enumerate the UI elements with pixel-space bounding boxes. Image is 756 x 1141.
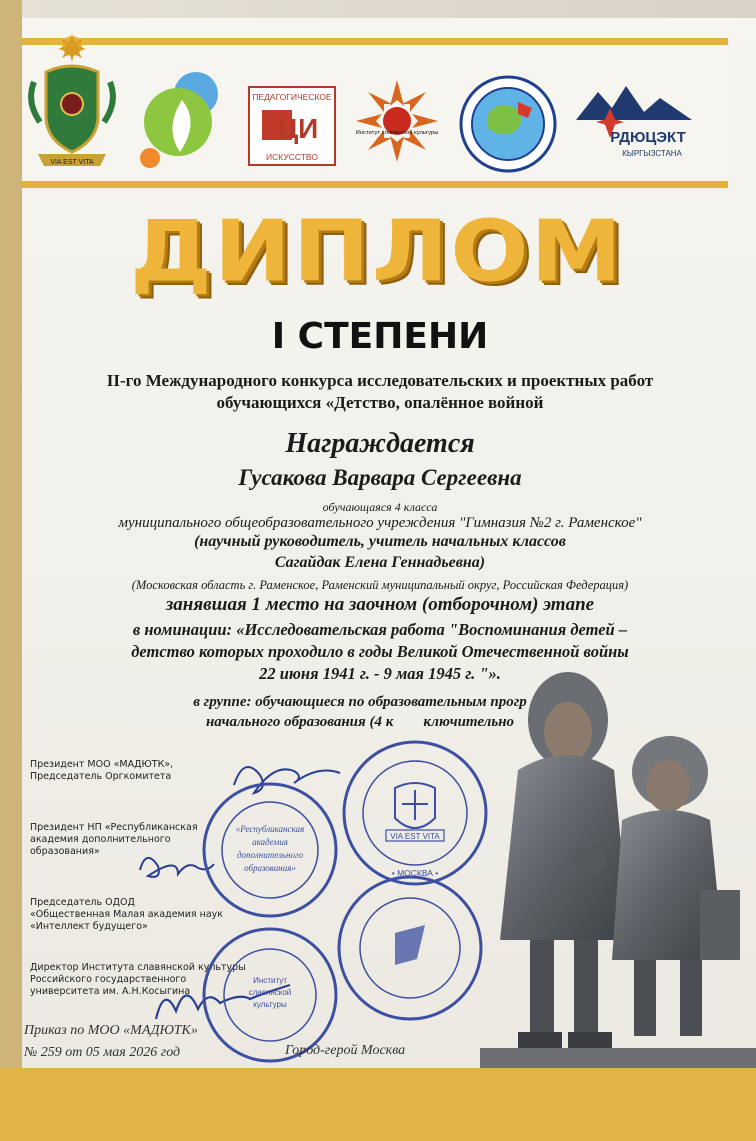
recipient-school: муниципального общеобразовательного учреждения "Гимназия №2 г. Раменское": [118, 515, 642, 531]
children-statue-image: [470, 660, 756, 1080]
footer-gold-band: [0, 1068, 756, 1141]
svg-text:Институт славянской культуры: Институт славянской культуры: [355, 130, 439, 136]
svg-text:«Республиканская: «Республиканская: [235, 824, 305, 834]
photo-border-left: [0, 0, 22, 1141]
circles-logo: [138, 70, 230, 170]
nomination: в номинации: «Исследовательская работа "Воспоминания детей – детство которых проходило в годы Великой Отечественной войны 22 июня 1941 г. - 9 мая 1945 г. "».: [131, 620, 629, 683]
recipient-location: (Московская область г. Раменское, Раменский муниципальный округ, Российская Федерация): [131, 578, 629, 592]
rdutsekt-logo: [572, 80, 696, 162]
contest-name: II-го Международного конкурса исследовательских и проектных работ обучающихся «Детство, опалённое войной: [106, 371, 654, 412]
recipient-name: Гусакова Варвара Сергеевна: [238, 465, 522, 490]
supervisor-label: (научный руководитель, учитель начальных классов: [194, 533, 566, 550]
coat-of-arms-logo: [24, 32, 120, 172]
svg-text:ИСКУССТВО: ИСКУССТВО: [266, 152, 318, 162]
svg-text:ПЕДАГОГИЧЕСКОЕ: ПЕДАГОГИЧЕСКОЕ: [252, 92, 332, 102]
svg-text:образования»: образования»: [244, 863, 296, 873]
coat-motto: VIA EST VITA: [50, 159, 94, 166]
svg-text:КЫРГЫЗСТАНА: КЫРГЫЗСТАНА: [622, 149, 682, 158]
svg-text:VIA EST VITA: VIA EST VITA: [390, 832, 440, 841]
svg-text:дополнительного: дополнительного: [237, 850, 303, 860]
photo-border-top: [0, 0, 756, 18]
city-label: Город-герой Москва: [285, 1043, 406, 1058]
signatory-institute: Директор Института славянской культуры Российского государственного университета им. А.Н.Косыгина: [30, 962, 246, 997]
degree-title: I СТЕПЕНИ: [271, 316, 489, 357]
odod-stamp: [335, 873, 485, 1023]
order-reference: Приказ по МОО «МАДЮТК» № 259 от 05 мая 2026 год: [24, 1023, 198, 1060]
svg-text:академия: академия: [252, 837, 288, 847]
republican-academy-logo: [458, 74, 558, 174]
svg-text:• МОСКВА •: • МОСКВА •: [391, 868, 439, 878]
group: в группе: обучающиеся по образовательным прогр начального образования (4 к ключительно: [193, 694, 527, 730]
place-result: занявшая 1 место на заочном (отборочном) этапе: [165, 594, 595, 615]
recipient-grade: обучающаяся 4 класса: [322, 500, 438, 514]
svg-text:культуры: культуры: [253, 1000, 287, 1009]
svg-text:славянской: славянской: [248, 988, 292, 997]
diploma-title: ДИПЛОМ: [130, 202, 625, 301]
signatory-madyutk: Президент МОО «МАДЮТК», Председатель Оргкомитета: [30, 759, 174, 782]
awarded-label: Награждается: [285, 428, 475, 459]
supervisor-name: Сагайдак Елена Геннадьевна): [274, 554, 486, 571]
slavic-culture-institute-logo: [352, 76, 442, 166]
signatory-academy: Президент НП «Республиканская академия дополнительного образования»: [30, 822, 198, 857]
svg-text:Институт: Институт: [253, 976, 287, 985]
svg-text:РДЮЦЭКТ: РДЮЦЭКТ: [610, 129, 686, 146]
madyutk-stamp: [340, 738, 490, 888]
signatory-odod: Председатель ОДОД «Общественная Малая академия наук «Интеллект будущего»: [30, 897, 224, 932]
svg-text:ЦИ: ЦИ: [277, 113, 319, 144]
academy-stamp: [200, 780, 340, 920]
pedagogical-art-logo: [248, 86, 336, 166]
